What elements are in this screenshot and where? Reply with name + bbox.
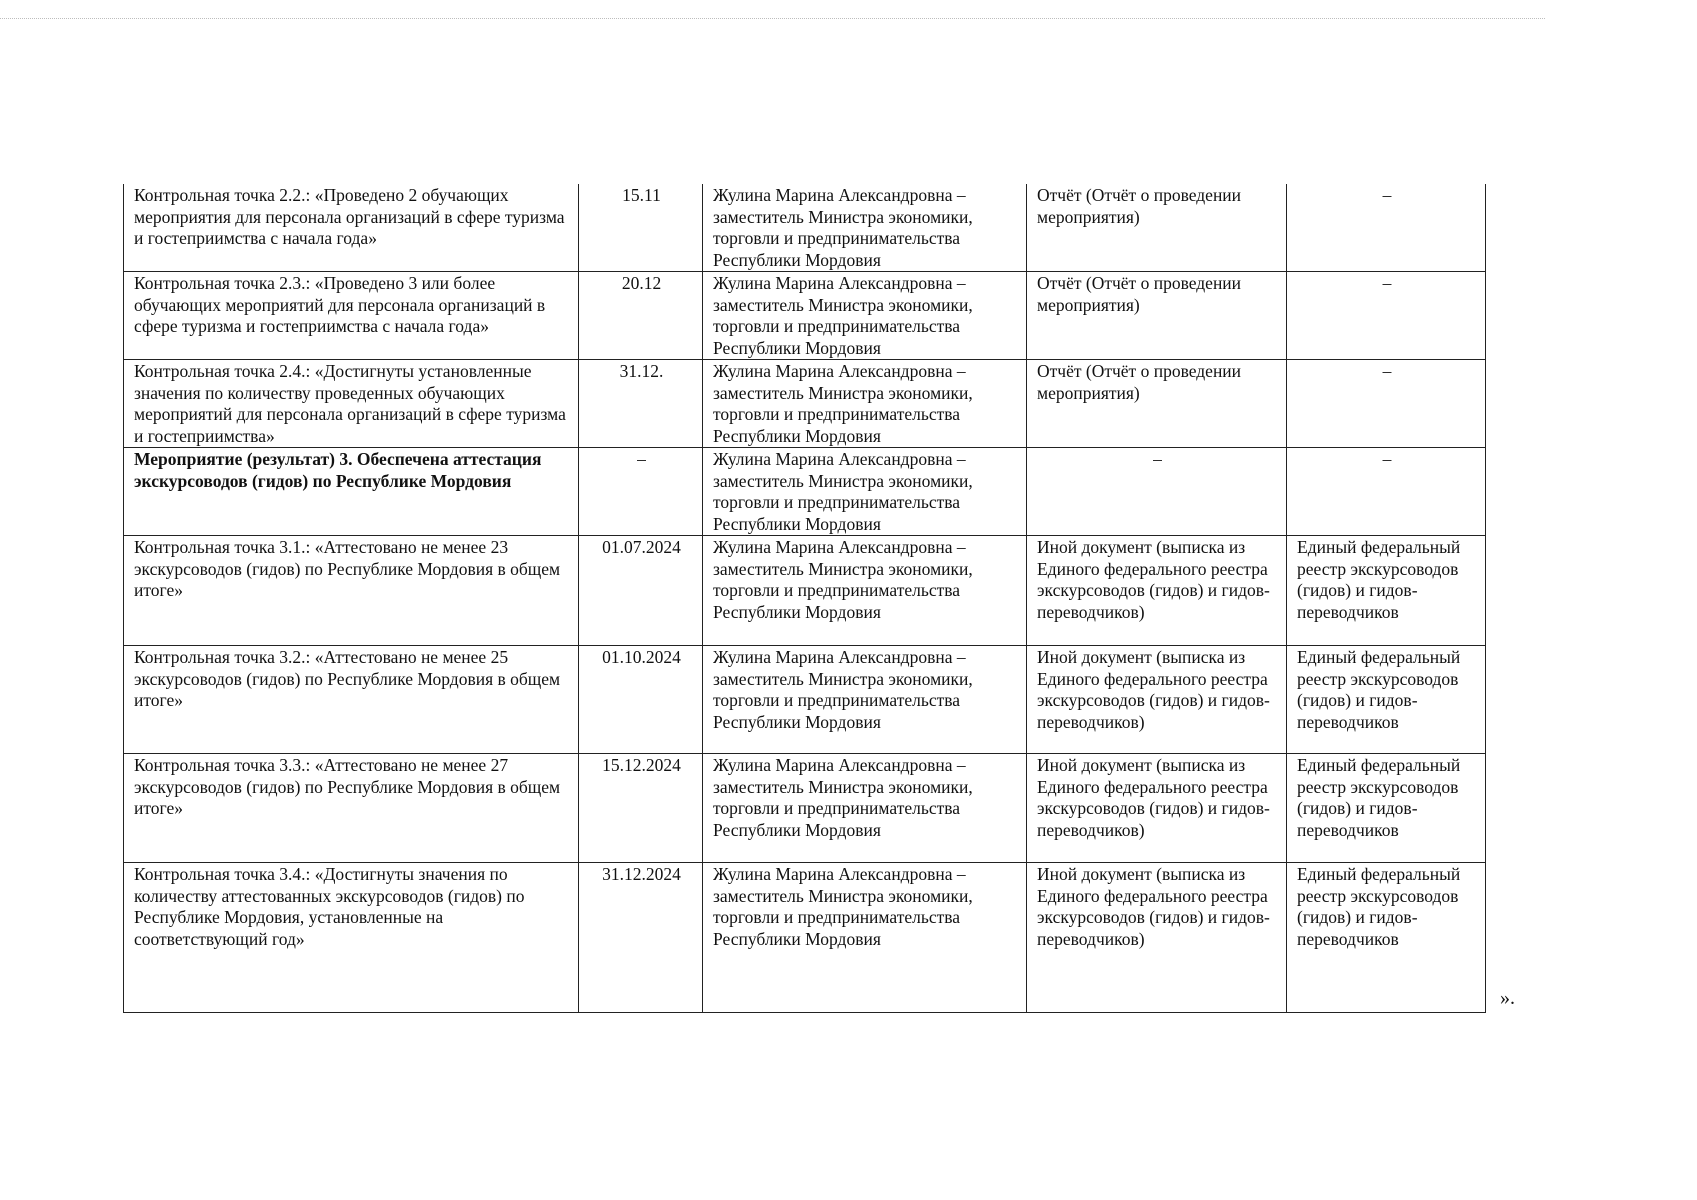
cell-responsible: Жулина Марина Александровна – заместитель Министра экономики, торговли и предпринимательства Республики Мордовия: [703, 448, 1027, 536]
cell-responsible: Жулина Марина Александровна – заместитель Министра экономики, торговли и предпринимательства Республики Мордовия: [703, 360, 1027, 448]
cell-system: –: [1287, 184, 1486, 272]
table-row-section: [124, 448, 1486, 536]
cell-system: –: [1287, 448, 1486, 536]
cell-date: 15.12.2024: [579, 754, 703, 863]
cell-responsible: Жулина Марина Александровна – заместитель Министра экономики, торговли и предпринимательства Республики Мордовия: [703, 863, 1027, 1013]
cell-name: Контрольная точка 3.2.: «Аттестовано не менее 25 экскурсоводов (гидов) по Республике Мордовия в общем итоге»: [124, 646, 579, 754]
cell-section-title: Мероприятие (результат) 3. Обеспечена аттестация экскурсоводов (гидов) по Республике Мордовия: [124, 448, 579, 536]
cell-document: Иной документ (выписка из Единого федерального реестра экскурсоводов (гидов) и гидов-переводчиков): [1027, 646, 1287, 754]
table-row: [124, 272, 1486, 360]
cell-document: Отчёт (Отчёт о проведении мероприятия): [1027, 360, 1287, 448]
cell-system: –: [1287, 360, 1486, 448]
cell-responsible: Жулина Марина Александровна – заместитель Министра экономики, торговли и предпринимательства Республики Мордовия: [703, 184, 1027, 272]
cell-name: Контрольная точка 3.3.: «Аттестовано не менее 27 экскурсоводов (гидов) по Республике Мордовия в общем итоге»: [124, 754, 579, 863]
closing-quote-mark: ».: [1500, 987, 1515, 1009]
cell-document: Иной документ (выписка из Единого федерального реестра экскурсоводов (гидов) и гидов-переводчиков): [1027, 754, 1287, 863]
cell-date: 31.12.: [579, 360, 703, 448]
table-row: [124, 360, 1486, 448]
cell-responsible: Жулина Марина Александровна – заместитель Министра экономики, торговли и предпринимательства Республики Мордовия: [703, 646, 1027, 754]
cell-system: Единый федеральный реестр экскурсоводов (гидов) и гидов-переводчиков: [1287, 536, 1486, 646]
cell-document: –: [1027, 448, 1287, 536]
control-points-table: [123, 184, 1486, 1013]
cell-system: Единый федеральный реестр экскурсоводов (гидов) и гидов-переводчиков: [1287, 646, 1486, 754]
cell-name: Контрольная точка 3.4.: «Достигнуты значения по количеству аттестованных экскурсоводов (гидов) по Республике Мордовия, установленные на соответствующий год»: [124, 863, 579, 1013]
cell-document: Иной документ (выписка из Единого федерального реестра экскурсоводов (гидов) и гидов-переводчиков): [1027, 536, 1287, 646]
cell-date: 01.07.2024: [579, 536, 703, 646]
cell-date: –: [579, 448, 703, 536]
cell-date: 20.12: [579, 272, 703, 360]
table-row: [124, 754, 1486, 863]
cell-responsible: Жулина Марина Александровна – заместитель Министра экономики, торговли и предпринимательства Республики Мордовия: [703, 536, 1027, 646]
cell-document: Иной документ (выписка из Единого федерального реестра экскурсоводов (гидов) и гидов-переводчиков): [1027, 863, 1287, 1013]
table-row: [124, 184, 1486, 272]
cell-document: Отчёт (Отчёт о проведении мероприятия): [1027, 272, 1287, 360]
scan-edge-line: [0, 18, 1545, 19]
table-row: [124, 646, 1486, 754]
cell-name: Контрольная точка 2.2.: «Проведено 2 обучающих мероприятия для персонала организаций в сфере туризма и гостеприимства с начала года»: [124, 184, 579, 272]
cell-name: Контрольная точка 2.4.: «Достигнуты установленные значения по количеству проведенных обучающих мероприятий для персонала организаций в сфере туризма и гостеприимства»: [124, 360, 579, 448]
table-row: [124, 536, 1486, 646]
table-row: [124, 863, 1486, 1013]
cell-system: Единый федеральный реестр экскурсоводов (гидов) и гидов-переводчиков: [1287, 863, 1486, 1013]
cell-date: 31.12.2024: [579, 863, 703, 1013]
cell-name: Контрольная точка 2.3.: «Проведено 3 или более обучающих мероприятий для персонала организаций в сфере туризма и гостеприимства с начала года»: [124, 272, 579, 360]
cell-responsible: Жулина Марина Александровна – заместитель Министра экономики, торговли и предпринимательства Республики Мордовия: [703, 272, 1027, 360]
cell-date: 15.11: [579, 184, 703, 272]
cell-name: Контрольная точка 3.1.: «Аттестовано не менее 23 экскурсоводов (гидов) по Республике Мордовия в общем итоге»: [124, 536, 579, 646]
cell-date: 01.10.2024: [579, 646, 703, 754]
cell-responsible: Жулина Марина Александровна – заместитель Министра экономики, торговли и предпринимательства Республики Мордовия: [703, 754, 1027, 863]
cell-document: Отчёт (Отчёт о проведении мероприятия): [1027, 184, 1287, 272]
cell-system: –: [1287, 272, 1486, 360]
cell-system: Единый федеральный реестр экскурсоводов (гидов) и гидов-переводчиков: [1287, 754, 1486, 863]
